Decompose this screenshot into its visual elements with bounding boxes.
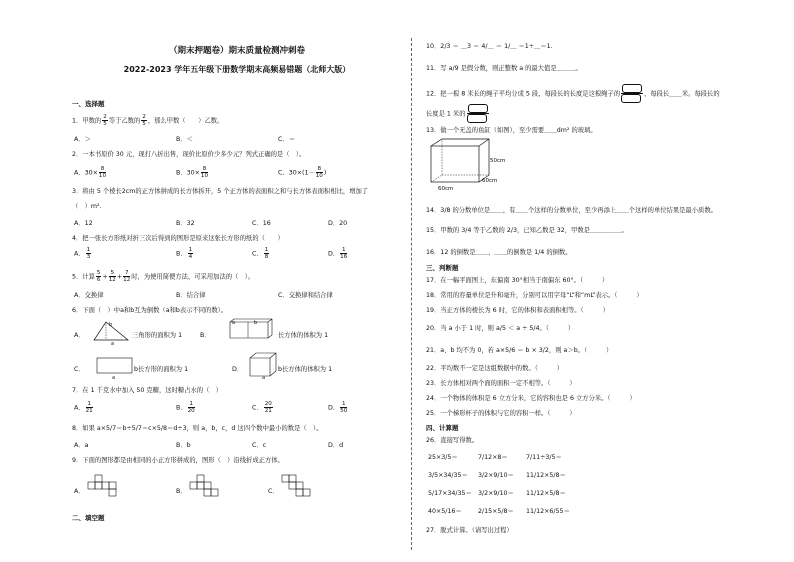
option-c: C． $\frac{20}{21}$ [252, 401, 272, 414]
option-a: A．a [74, 442, 89, 449]
calc-item: 2/15×5/8＝ [478, 508, 514, 515]
judge-item: 17．在一幅平面图上，东偏南 30°相当于南偏东 60°。（ ） [426, 277, 609, 284]
calc-item: 7/11÷3/5＝ [526, 454, 562, 461]
question-27: 27．脱式计算。（请写出过程） [426, 527, 513, 534]
question-3-cont: （ ）m². [72, 203, 102, 210]
judge-item: 19．当正方体的棱长为 6 时，它的体积和表面积相等。（ ） [426, 307, 609, 314]
option-b: B．结合律 [176, 292, 206, 299]
option-b-label: B． [176, 488, 187, 495]
rectangle-figure [96, 356, 136, 376]
question-3: 3．将由 5 个棱长2cm的正方体拼成的长方体拆开，5 个正方体的表面积之和与长方体表面积相比，增加了 [72, 188, 369, 195]
page-subtitle: 2022-2023 学年五年级下册数学期末高频易错题（北师大版） [123, 65, 351, 74]
column-divider [411, 38, 412, 550]
question-26: 26．直接写得数。 [426, 437, 479, 444]
cuboid-label-b: b [254, 320, 258, 326]
calc-item: 3/2×9/10＝ [478, 472, 514, 479]
option-d: D． $\frac{1}{50}$ [328, 401, 348, 414]
tank-height-label: 50cm [490, 158, 506, 164]
option-a: A．交换律 [74, 292, 104, 299]
question-13: 13．做一个无盖的鱼缸（如图），至少需要＿＿dm² 的玻璃。 [426, 127, 597, 134]
judge-item: 20．当 a 小于 1 时，则 a/5 ＜ a ÷ 5/4。（ ） [426, 325, 575, 332]
option-c-text: b长方形的面积为 1 [134, 366, 189, 373]
calc-item: 11/12×5/8＝ [526, 490, 566, 497]
option-b: B．＜ [176, 136, 193, 143]
option-a: A．12 [74, 220, 93, 227]
question-8: 8．如果 a×5/7＝b÷5/7＝c×5/8＝d÷3，则 a，b，c，d 这四个数中最小的数是（ ）。 [72, 425, 323, 432]
tank-width-label: 60cm [438, 186, 454, 192]
judge-item: 21．a、b 均不为 0，若 a×5/6 ＝ b × 3/2，则 a＞b。（ ） [426, 347, 613, 354]
rectangle-label-a: a [112, 375, 116, 381]
option-c-label: C． [74, 366, 85, 373]
option-a-label: A． [74, 488, 85, 495]
cube-label-a: a [262, 375, 266, 381]
calc-item: 25×3/5＝ [428, 454, 458, 461]
question-1: 1．甲数的 $\frac{2}{5}$ 等于乙数的 $\frac{2}{5}$ ，那么甲数（ ）乙数。 [72, 114, 224, 127]
option-c: C．交换律和结合律 [278, 292, 333, 299]
question-2: 2．一本书原价 30 元，现打八折出售，现价比原价少多少元？列式正确的是（ ）。 [72, 151, 306, 158]
section-heading: 二、填空题 [72, 514, 105, 522]
option-d: D．20 [328, 220, 348, 227]
calc-item: 11/12×5/8＝ [526, 472, 566, 479]
section-heading: 四、计算题 [426, 424, 459, 432]
calc-item: 11/12×6/55＝ [526, 508, 570, 515]
option-d-text: b长方体的体积为 1 [278, 366, 333, 373]
option-a-text: 三角形的面积为 1 [132, 332, 183, 339]
option-b-label: B． [200, 332, 211, 339]
option-a: A．＞ [74, 136, 91, 143]
option-b: B． $\frac{1}{4}$ [176, 247, 193, 260]
option-b: B．b [176, 442, 191, 449]
question-15: 15．甲数的 3/4 等于乙数的 2/3，已知乙数是 32，甲数是＿＿＿＿＿。 [426, 227, 628, 234]
section-heading: 一、选择题 [72, 100, 105, 108]
question-6: 6．下面（ ）中a和b互为倒数（a和b表示不同的数）。 [72, 307, 228, 314]
question-5: 5．计算 $\frac{5}{6}$ + $\frac{5}{12}$ + $\frac{7}{12}$ 时，为使用简便方法，可采用加法的（ ）。 [72, 270, 255, 283]
section-heading: 三、判断题 [426, 264, 459, 272]
option-a: A． $\frac{1}{21}$ [74, 401, 93, 414]
question-9: 9．下面的图形都是由相同的小正方形拼成的，图形（ ）沿线折成正方体。 [72, 457, 284, 464]
option-b: B．32 [176, 220, 195, 227]
option-c-label: C． [268, 488, 279, 495]
option-a-label: A． [74, 332, 85, 339]
cuboid-figure [228, 318, 278, 344]
option-c: C．30×(1－ $\frac{8}{10}$ ) [278, 166, 327, 179]
question-11: 11．写 a/9 是假分数，则正整数 a 的最大值是＿＿＿。 [426, 65, 582, 72]
judge-item: 18．常用的容量单位是升和毫升，分别可以用字母“L”和“mL”表示。（ ） [426, 292, 643, 299]
question-10: 10．2/3 ＝ ＿3 ＝ 4/＿ ＝ 1/＿ ＝1÷＿＝1. [426, 43, 553, 50]
option-a: A． $\frac{1}{3}$ [74, 247, 91, 260]
question-12-cont: 长度是 1 米的 [426, 104, 490, 123]
tank-depth-label: 60cm [482, 178, 498, 184]
calc-item: 3/2×9/10＝ [478, 490, 514, 497]
judge-item: 24．一个物体的体积是 6 立方分米，它的容积也是 6 立方分米。（ ） [426, 395, 636, 402]
net-figure-a [88, 474, 128, 500]
option-c: C．＝ [278, 136, 295, 143]
option-b: B．30× $\frac{8}{10}$ [176, 166, 209, 179]
question-7: 7．在 1 千克水中加入 50 克糖，这时糖占水的（ ） [72, 387, 222, 394]
question-14: 14．3/8 的分数单位是＿＿，有＿＿个这样的分数单位，至少再添上＿＿个这样的单位结果是最小质数。 [426, 207, 717, 214]
option-b: B． $\frac{1}{20}$ [176, 401, 195, 414]
option-a: A．30× $\frac{8}{10}$ [74, 166, 107, 179]
judge-item: 25．一个梯形杯子的体积与它的容积一样。（ ） [426, 410, 576, 417]
option-b-text: 长方体的体积为 1 [278, 332, 329, 339]
calc-item: 3/5×34/35＝ [428, 472, 468, 479]
option-c: C．c [252, 442, 267, 449]
net-figure-c [282, 474, 322, 500]
question-12: 12．把一根 8 米长的绳子平均分成 5 段，每段长的长度是这根绳子的 ，每段长＿＿米。每段长的 [426, 84, 720, 103]
triangle-label-a: a [111, 341, 115, 347]
question-16: 16．12 的倒数是＿＿，＿＿的倒数是 1/4 的倒数。 [426, 249, 572, 256]
calc-item: 40×5/16＝ [428, 508, 462, 515]
cuboid-label-a: a [232, 320, 236, 326]
option-c: C． $\frac{1}{8}$ [252, 247, 269, 260]
option-d: D．d [328, 442, 344, 449]
judge-item: 22．平均数不一定是这组数据中的数。（ ） [426, 365, 564, 372]
judge-item: 23．长方体相对两个面的面积一定不相等。（ ） [426, 380, 576, 387]
option-d: D． $\frac{1}{16}$ [328, 247, 348, 260]
triangle-label-b: b [109, 322, 113, 328]
net-figure-b [190, 474, 230, 500]
question-4: 4．把一张长方形纸对折三次后得到的图形是原来这张长方形的纸的（ ） [72, 235, 284, 242]
calc-item: 7/12×8＝ [478, 454, 508, 461]
calc-item: 5/17×34/35＝ [428, 490, 472, 497]
page-title: （期末押题卷）期末质量检测冲刺卷 [168, 46, 305, 56]
option-d-label: D． [232, 366, 244, 373]
option-c: C．16 [252, 220, 271, 227]
